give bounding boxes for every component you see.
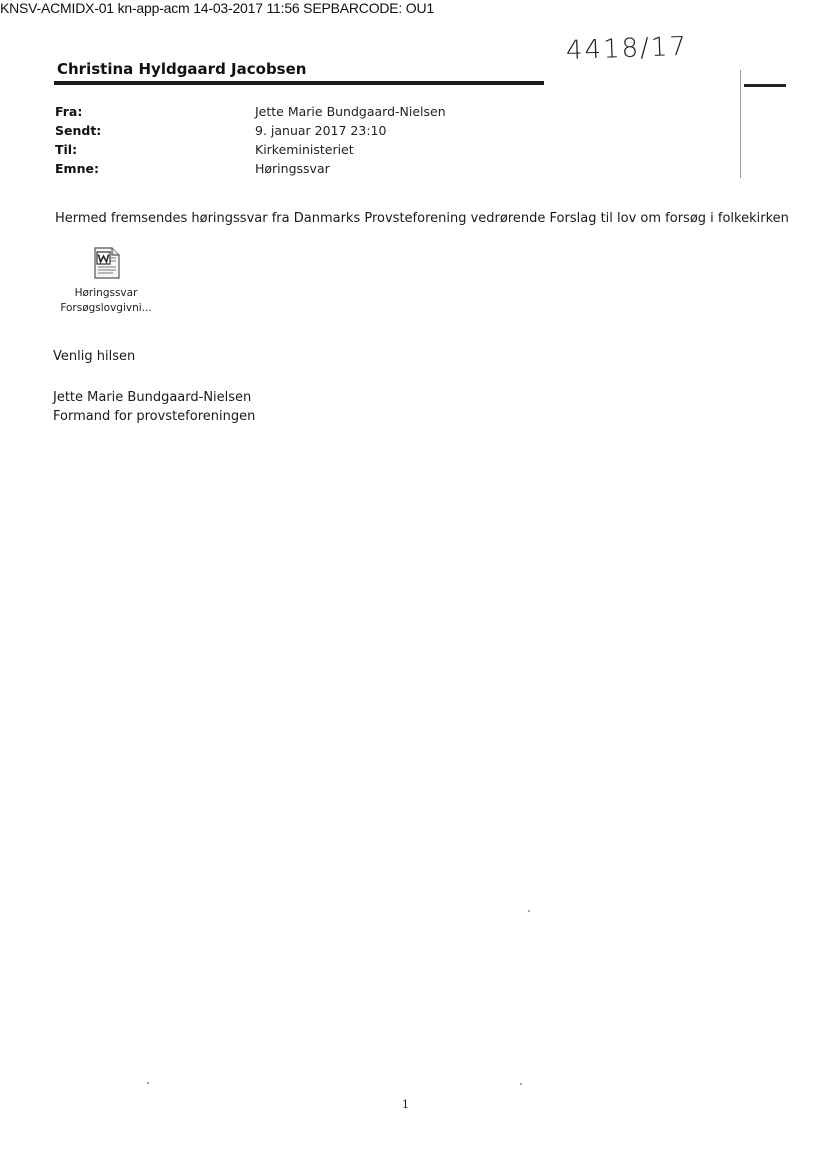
from-label: Fra: bbox=[55, 104, 83, 119]
attachment-name-line1: Høringssvar bbox=[74, 287, 138, 299]
to-label: Til: bbox=[55, 142, 78, 157]
sent-row bbox=[55, 121, 446, 140]
mailbox-owner-name: Christina Hyldgaard Jacobsen bbox=[57, 60, 307, 78]
attachment-item[interactable] bbox=[50, 246, 162, 316]
attachment-name-line2: Forsøgslovgivni... bbox=[60, 302, 152, 314]
closing-greeting: Venlig hilsen bbox=[53, 349, 136, 364]
page-number: 1 bbox=[402, 1098, 409, 1111]
scan-speck bbox=[528, 910, 530, 912]
subject-label: Emne: bbox=[55, 161, 99, 176]
sent-value: 9. januar 2017 23:10 bbox=[255, 123, 387, 138]
header-divider bbox=[54, 81, 544, 85]
email-body-text: Hermed fremsendes høringssvar fra Danmarks Provsteforening vedrørende Forslag til lov om forsøg i folkekirken bbox=[55, 211, 789, 226]
subject-row bbox=[55, 159, 446, 178]
to-row bbox=[55, 140, 446, 159]
handwritten-case-number: 4418/17 bbox=[565, 31, 689, 66]
sent-label: Sendt: bbox=[55, 123, 102, 138]
email-header-fields bbox=[55, 102, 446, 178]
from-row bbox=[55, 102, 446, 121]
word-document-icon bbox=[89, 246, 123, 280]
from-value: Jette Marie Bundgaard-Nielsen bbox=[255, 104, 446, 119]
scan-edge-line bbox=[740, 70, 741, 178]
scan-edge-mark bbox=[744, 84, 786, 87]
to-value: Kirkeministeriet bbox=[255, 142, 354, 157]
signature-title: Formand for provsteforeningen bbox=[53, 409, 256, 424]
scan-speck bbox=[147, 1082, 149, 1084]
scan-header-stamp: KNSV-ACMIDX-01 kn-app-acm 14-03-2017 11:56 SEPBARCODE: OU1 bbox=[0, 0, 434, 16]
signature-name: Jette Marie Bundgaard-Nielsen bbox=[53, 390, 252, 405]
subject-value: Høringssvar bbox=[255, 161, 330, 176]
signature-block bbox=[53, 388, 255, 426]
scan-speck bbox=[520, 1083, 522, 1085]
